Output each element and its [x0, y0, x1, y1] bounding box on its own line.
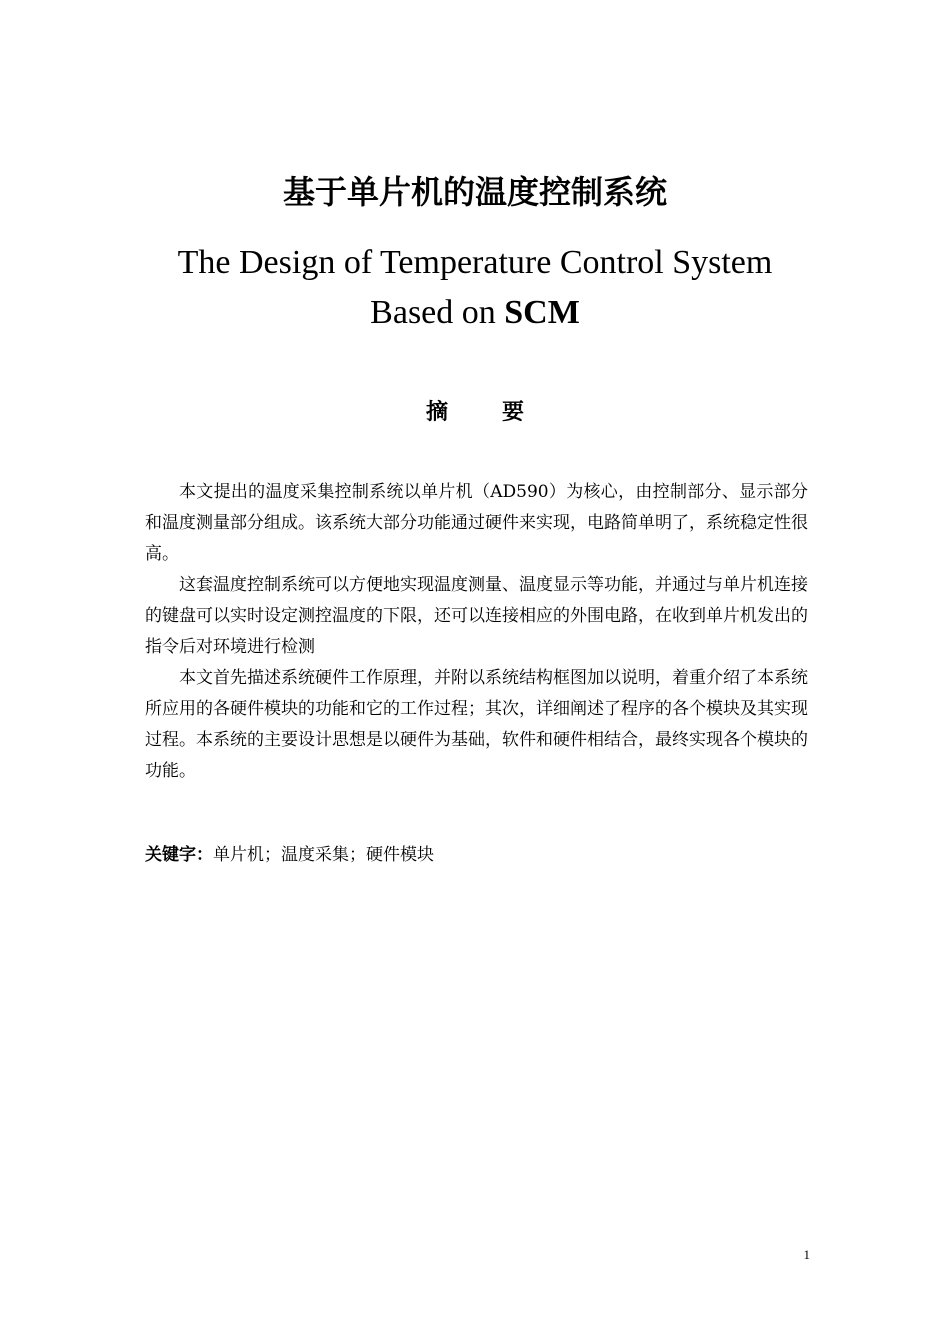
english-title-line-1: The Design of Temperature Control System	[177, 244, 773, 281]
abstract-paragraph-3: 本文首先描述系统硬件工作原理，并附以系统结构框图加以说明，着重介绍了本系统所应用的各硬件模块的功能和它的工作过程；其次，详细阐述了程序的各个模块及其实现过程。本系统的主要设计思想是以硬件为基础，软件和硬件相结合，最终实现各个模块的功能。	[145, 668, 808, 781]
english-title-prefix: Based on	[370, 294, 505, 331]
english-title-line-2	[0, 288, 950, 338]
abstract-heading-char-2: 要	[502, 400, 525, 425]
page-number: 1	[803, 1247, 810, 1262]
keywords-text: 单片机；温度采集；硬件模块	[213, 845, 434, 865]
abstract-heading-char-1: 摘	[425, 400, 448, 425]
keywords-line	[145, 840, 808, 871]
abstract-paragraph-1: 本文提出的温度采集控制系统以单片机（AD590）为核心，由控制部分、显示部分和温度测量部分组成。该系统大部分功能通过硬件来实现，电路简单明了，系统稳定性很高。	[145, 482, 808, 564]
abstract-body	[145, 477, 808, 787]
abstract-paragraph-2: 这套温度控制系统可以方便地实现温度测量、温度显示等功能，并通过与单片机连接的键盘可以实时设定测控温度的下限，还可以连接相应的外围电路，在收到单片机发出的指令后对环境进行检测	[145, 575, 808, 657]
english-title	[0, 238, 950, 338]
english-title-acronym: SCM	[504, 294, 580, 331]
keywords-label: 关键字：	[145, 845, 213, 865]
abstract-heading	[0, 396, 950, 430]
chinese-title: 基于单片机的温度控制系统	[282, 173, 667, 211]
